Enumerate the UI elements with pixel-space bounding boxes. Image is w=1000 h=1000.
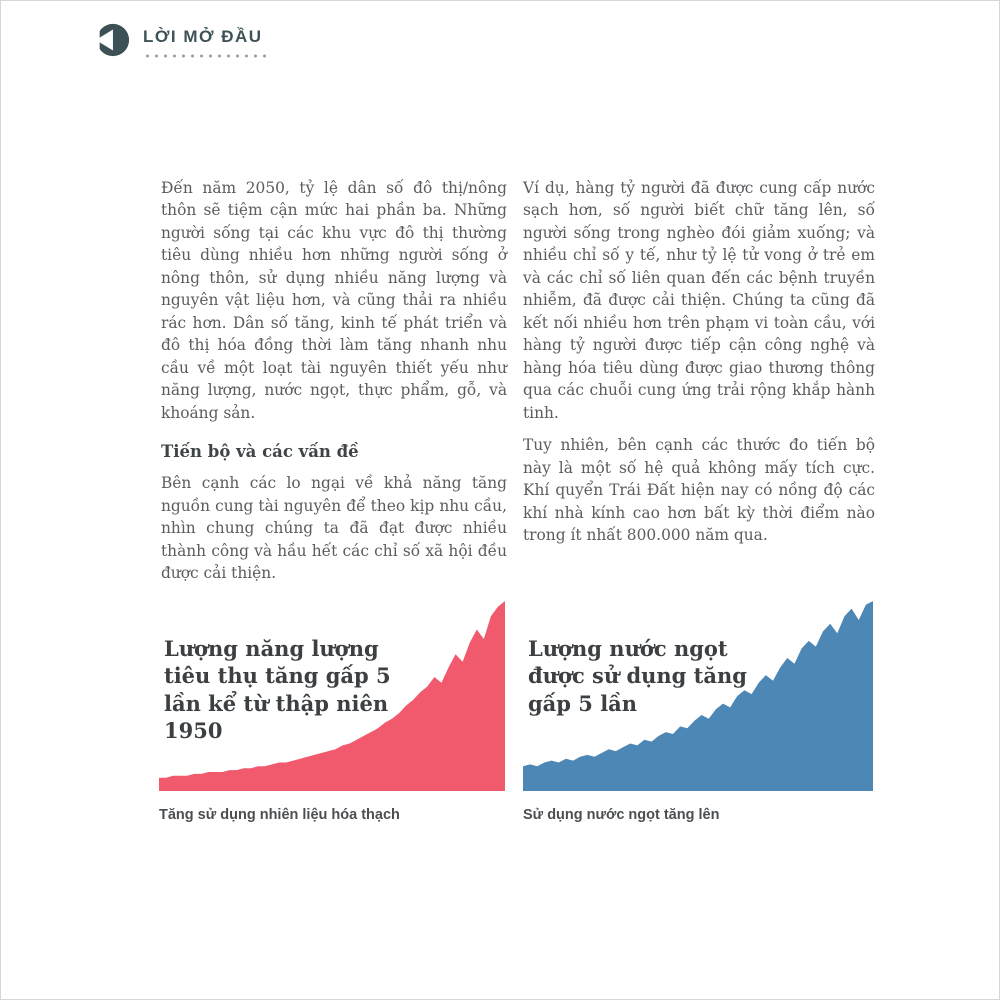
paragraph-consequences: Tuy nhiên, bên cạnh các thước đo tiến bộ này là một số hệ quả không mấy tích cực. Khí quyển Trái Đất hiện nay có nồng độ các khí nhà kính cao hơn bất kỳ thời điểm nào trong ít nhất 800.000 năm qua.	[523, 436, 875, 545]
text-column-left	[161, 177, 507, 585]
energy-consumption-figure	[159, 601, 505, 823]
freshwater-use-area-chart	[523, 601, 873, 791]
energy-chart-caption: Tăng sử dụng nhiên liệu hóa thạch	[159, 807, 400, 823]
freshwater-use-figure	[523, 601, 873, 823]
publisher-logo-icon	[93, 21, 131, 59]
subheading-progress-and-problems: Tiến bộ và các vấn đề	[161, 442, 359, 462]
freshwater-chart-caption: Sử dụng nước ngọt tăng lên	[523, 807, 720, 823]
chapter-header-text	[143, 21, 269, 58]
dotted-divider	[143, 54, 269, 58]
freshwater-chart-title: Lượng nước ngọt được sử dụng tăng gấp 5 lần	[528, 636, 747, 716]
chapter-title: LỜI MỞ ĐẦU	[143, 27, 263, 46]
energy-chart-title: Lượng năng lượng tiêu thụ tăng gấp 5 lần kể từ thập niên 1950	[164, 636, 391, 743]
text-column-right	[523, 177, 875, 547]
paragraph-improvements: Ví dụ, hàng tỷ người đã được cung cấp nước sạch hơn, số người biết chữ tăng lên, số người sống trong nghèo đói giảm xuống; và nhiều chỉ số y tế, như tỷ lệ tử vong ở trẻ em và các chỉ số liên quan đến các bệnh truyền nhiễm, đã được cải thiện. Chúng ta cũng đã kết nối nhiều hơn trên phạm vi toàn cầu, với hàng tỷ người được tiếp cận công nghệ và hàng hóa tiêu dùng được giao thương thông qua các chuỗi cung ứng trải rộng khắp hành tinh.	[523, 179, 875, 422]
paragraph-urbanization: Đến năm 2050, tỷ lệ dân số đô thị/nông thôn sẽ tiệm cận mức hai phần ba. Những người sống tại các khu vực đô thị thường tiêu dùng nhiều hơn những người sống ở nông thôn, sử dụng nhiều năng lượng và nguyên vật liệu hơn, và cũng thải ra nhiều rác hơn. Dân số tăng, kinh tế phát triển và đô thị hóa đồng thời làm tăng nhanh nhu cầu về một loạt tài nguyên thiết yếu như năng lượng, nước ngọt, thực phẩm, gỗ, và khoáng sản.	[161, 179, 507, 422]
energy-consumption-area-chart	[159, 601, 505, 791]
paragraph-progress: Bên cạnh các lo ngại về khả năng tăng nguồn cung tài nguyên để theo kịp nhu cầu, nhìn chung chúng ta đã đạt được nhiều thành công và hầu hết các chỉ số xã hội đều được cải thiện.	[161, 474, 507, 583]
chapter-header	[93, 21, 269, 59]
